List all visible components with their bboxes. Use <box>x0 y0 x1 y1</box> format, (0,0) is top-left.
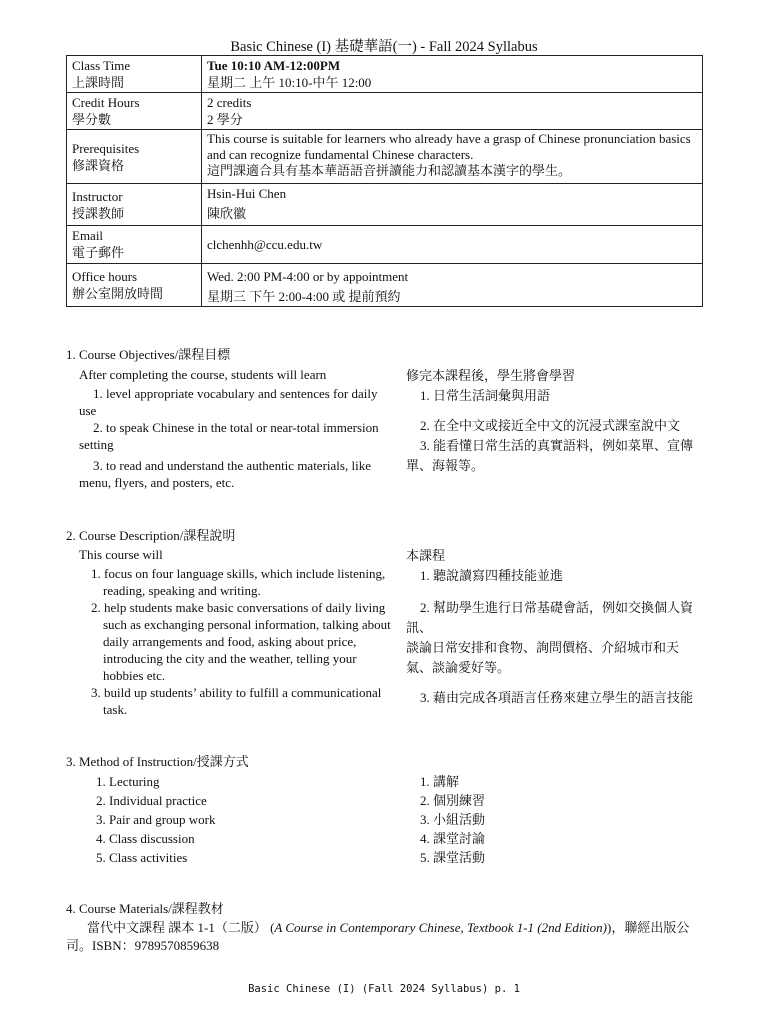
page-footer: Basic Chinese (I) (Fall 2024 Syllabus) p. 1 <box>248 983 520 995</box>
list-item: 1. Lecturing <box>96 774 160 789</box>
section-intro: This course will <box>79 547 163 562</box>
list-item: 3. build up students’ ability to fulfill a communicational task. <box>91 685 382 717</box>
email-link[interactable]: clchenhh@ccu.edu.tw <box>207 237 323 252</box>
label-zh: 學分數 <box>72 112 112 127</box>
list-item: 1. 日常生活詞彙與用語 <box>420 388 551 403</box>
list-item: 2. to speak Chinese in the total or near-total immersion setting <box>79 420 379 452</box>
value-cell <box>202 264 703 307</box>
list-item: 2. 個別練習 <box>420 793 486 808</box>
value-zh: 星期二 上午 10:10-中午 12:00 <box>207 75 372 90</box>
value-cell <box>202 93 703 130</box>
label-zh: 授課教師 <box>72 206 125 221</box>
label-zh: 修課資格 <box>72 157 125 173</box>
list-item: 3. 小組活動 <box>420 812 486 827</box>
value-en: 2 credits <box>207 95 252 110</box>
course-materials <box>66 919 706 955</box>
value-zh: 星期三 下午 2:00-4:00 或 提前預約 <box>207 289 401 304</box>
section-intro: 本課程 <box>406 548 446 563</box>
materials-text: 當代中文課程 課本 1-1（二版） ( <box>87 920 275 935</box>
list-item: 5. 課堂活動 <box>420 850 486 865</box>
value-zh: 這門課適合具有基本華語語音拼讀能力和認讀基本漢字的學生。 <box>207 163 572 178</box>
label-en: Email <box>72 228 104 243</box>
list-item: 1. focus on four language skills, which include listening, reading, speaking and writing. <box>91 566 386 598</box>
label-zh: 電子郵件 <box>72 245 125 260</box>
list-item: 1. 聽說讀寫四種技能並進 <box>420 568 564 583</box>
table-row <box>67 93 703 130</box>
value-zh: 陳欣徽 <box>207 206 247 221</box>
section-heading: 4. Course Materials/課程教材 <box>66 901 224 916</box>
methods-en <box>96 772 376 867</box>
value-en: Tue 10:10 AM-12:00PM <box>207 58 341 73</box>
list-item: 2. 在全中文或接近全中文的沉浸式課室說中文 <box>420 418 681 433</box>
value-cell <box>202 184 703 226</box>
label-en: Office hours <box>72 269 138 284</box>
section-heading: 2. Course Description/課程說明 <box>66 528 236 543</box>
table-row <box>67 226 703 264</box>
value-zh: 2 學分 <box>207 112 243 127</box>
list-item: 1. 講解 <box>420 774 460 789</box>
table-row <box>67 264 703 307</box>
list-item: 3. to read and understand the authentic materials, like menu, flyers, and posters, etc. <box>79 458 371 490</box>
textbook-title: A Course in Contemporary Chinese, Textbook 1-1 (2nd Edition) <box>274 920 607 935</box>
value-en: This course is suitable for learners who already have a grasp of Chinese pronunciation basics and can recognize fundamental Chinese characters. <box>207 131 691 162</box>
label-cell <box>67 264 202 307</box>
list-item: 4. Class discussion <box>96 831 195 846</box>
label-zh: 辦公室開放時間 <box>72 286 164 301</box>
section-intro: 修完本課程後，學生將會學習 <box>406 368 576 383</box>
section-heading: 1. Course Objectives/課程目標 <box>66 347 231 362</box>
list-item: 3. Pair and group work <box>96 812 216 827</box>
objectives-zh <box>406 366 702 476</box>
label-cell <box>67 226 202 264</box>
label-en: Class Time <box>72 58 131 73</box>
value-en: Wed. 2:00 PM-4:00 or by appointment <box>207 269 409 284</box>
label-en: Prerequisites <box>72 140 140 156</box>
label-zh: 上課時間 <box>72 75 125 90</box>
list-item: 2. 幫助學生進行日常基礎會話，例如交換個人資訊、 <box>406 600 694 635</box>
value-cell <box>202 130 703 184</box>
list-item: 3. 能看懂日常生活的真實語料，例如菜單、宣傳單、海報等。 <box>406 438 694 473</box>
page-title: Basic Chinese (I) 基礎華語(一) - Fall 2024 Syllabus <box>230 39 538 55</box>
list-item: 5. Class activities <box>96 850 188 865</box>
objectives-en <box>79 366 379 491</box>
section-intro: After completing the course, students will learn <box>79 367 327 382</box>
label-en: Instructor <box>72 189 123 204</box>
value-en: Hsin-Hui Chen <box>207 186 287 201</box>
label-en: Credit Hours <box>72 95 140 110</box>
list-item: 談論日常安排和食物、詢問價格、介紹城市和天氣、談論愛好等。 <box>406 640 680 675</box>
list-item: 2. Individual practice <box>96 793 207 808</box>
list-item: 1. level appropriate vocabulary and sentences for daily use <box>79 386 378 418</box>
course-info-table <box>66 55 703 307</box>
table-row <box>67 184 703 226</box>
table-row <box>67 56 703 93</box>
description-zh <box>406 546 702 708</box>
list-item: 3. 藉由完成各項語言任務來建立學生的語言技能 <box>420 690 694 705</box>
label-cell <box>67 93 202 130</box>
section-heading: 3. Method of Instruction/授課方式 <box>66 754 249 769</box>
materials-text: )，聯經出版公司。ISBN：9789570859638 <box>66 920 690 953</box>
value-cell <box>202 226 703 264</box>
list-item: 4. 課堂討論 <box>420 831 486 846</box>
label-cell <box>67 184 202 226</box>
table-row <box>67 130 703 184</box>
methods-zh <box>420 772 680 867</box>
value-cell <box>202 56 703 93</box>
label-cell <box>67 56 202 93</box>
description-en <box>79 546 391 718</box>
list-item: 2. help students make basic conversations of daily living such as exchanging personal information, talking about daily arrangements and food, asking about price, introducing the city and the weather, telling your hobbies etc. <box>91 600 391 683</box>
label-cell <box>67 130 202 184</box>
